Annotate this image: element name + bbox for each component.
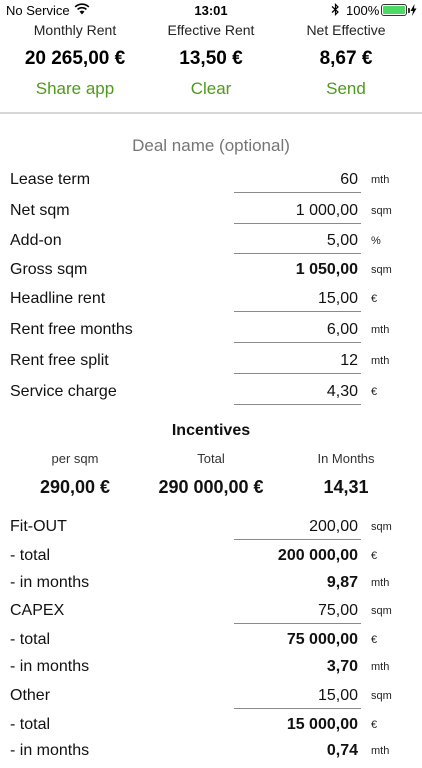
effective-rent-value: 13,50 € bbox=[179, 48, 243, 69]
other-months-row bbox=[0, 738, 422, 768]
capex-total-value: 75 000,00 bbox=[286, 631, 358, 648]
other-months-unit: mth bbox=[371, 745, 390, 757]
capex-label: CAPEX bbox=[10, 602, 65, 619]
fit-out-months-unit: mth bbox=[371, 577, 390, 589]
capex-total-unit: € bbox=[371, 634, 378, 646]
fit-out-total-value: 200 000,00 bbox=[277, 547, 358, 564]
net-effective-summary bbox=[276, 20, 416, 101]
rent-free-split-label: Rent free split bbox=[10, 352, 109, 369]
effective-rent-summary bbox=[141, 20, 281, 101]
capex-months-unit: mth bbox=[371, 661, 390, 673]
service-charge-label: Service charge bbox=[10, 383, 117, 400]
service-charge-row bbox=[0, 379, 422, 409]
carrier-label: No Service bbox=[6, 3, 70, 18]
net-sqm-row bbox=[0, 198, 422, 228]
incentives-per-sqm-label: per sqm bbox=[51, 451, 99, 466]
fit-out-total-unit: € bbox=[371, 550, 378, 562]
summary-panel bbox=[0, 20, 422, 110]
battery-percent: 100% bbox=[346, 3, 380, 18]
rent-free-split-row bbox=[0, 348, 422, 378]
fit-out-total-row bbox=[0, 543, 422, 573]
incentives-in-months bbox=[276, 450, 416, 498]
capex-total-label: - total bbox=[10, 631, 51, 648]
rent-free-split-field[interactable]: 12 bbox=[234, 348, 361, 374]
monthly-rent-label: Monthly Rent bbox=[33, 22, 117, 38]
other-unit: sqm bbox=[371, 690, 392, 702]
effective-rent-label: Effective Rent bbox=[167, 22, 255, 38]
lease-term-label: Lease term bbox=[10, 171, 91, 188]
fit-out-label: Fit-OUT bbox=[10, 518, 67, 535]
capex-field[interactable]: 75,00 bbox=[234, 598, 361, 624]
rent-free-months-field[interactable]: 6,00 bbox=[234, 317, 361, 343]
rent-free-months-unit: mth bbox=[371, 324, 390, 336]
share-app-button[interactable]: Share app bbox=[35, 79, 115, 98]
gross-sqm-label: Gross sqm bbox=[10, 261, 88, 278]
rent-free-months-row bbox=[0, 317, 422, 347]
other-total-unit: € bbox=[371, 719, 378, 731]
gross-sqm-unit: sqm bbox=[371, 264, 392, 276]
net-sqm-field[interactable]: 1 000,00 bbox=[234, 198, 361, 224]
headline-rent-row bbox=[0, 286, 422, 316]
add-on-field[interactable]: 5,00 bbox=[234, 228, 361, 254]
net-effective-value: 8,67 € bbox=[319, 48, 373, 69]
status-bar bbox=[0, 0, 422, 20]
add-on-label: Add-on bbox=[10, 232, 62, 249]
service-charge-field[interactable]: 4,30 bbox=[234, 379, 361, 405]
incentives-per-sqm bbox=[5, 450, 145, 498]
net-sqm-unit: sqm bbox=[371, 205, 392, 217]
gross-sqm-value: 1 050,00 bbox=[295, 261, 358, 278]
other-total-value: 15 000,00 bbox=[286, 716, 358, 733]
incentives-in-months-value: 14,31 bbox=[323, 477, 369, 497]
charging-icon bbox=[410, 4, 417, 16]
capex-months-label: - in months bbox=[10, 658, 90, 675]
headline-rent-label: Headline rent bbox=[10, 290, 106, 307]
send-button[interactable]: Send bbox=[326, 79, 366, 98]
headline-rent-field[interactable]: 15,00 bbox=[234, 286, 361, 312]
headline-rent-unit: € bbox=[371, 293, 378, 305]
incentives-per-sqm-value: 290,00 € bbox=[39, 477, 111, 497]
net-effective-label: Net Effective bbox=[306, 22, 386, 38]
fit-out-unit: sqm bbox=[371, 521, 392, 533]
incentives-total bbox=[141, 450, 281, 498]
fit-out-row bbox=[0, 514, 422, 544]
incentives-title: Incentives bbox=[171, 422, 251, 439]
deal-name-input[interactable] bbox=[0, 136, 422, 156]
other-field[interactable]: 15,00 bbox=[234, 683, 361, 709]
lease-term-row bbox=[0, 167, 422, 197]
bluetooth-icon bbox=[331, 3, 340, 16]
other-months-label: - in months bbox=[10, 742, 90, 759]
incentives-in-months-label: In Months bbox=[317, 451, 375, 466]
incentives-total-label: Total bbox=[197, 451, 225, 466]
clock: 13:01 bbox=[194, 3, 228, 18]
add-on-unit: % bbox=[371, 235, 381, 247]
fit-out-months-value: 9,87 bbox=[326, 574, 358, 591]
monthly-rent-value: 20 265,00 € bbox=[24, 48, 126, 69]
rent-free-split-unit: mth bbox=[371, 355, 390, 367]
other-row bbox=[0, 683, 422, 713]
net-sqm-label: Net sqm bbox=[10, 202, 70, 219]
add-on-row bbox=[0, 228, 422, 258]
battery-icon bbox=[381, 4, 407, 16]
other-months-value: 0,74 bbox=[326, 742, 358, 759]
fit-out-months-label: - in months bbox=[10, 574, 90, 591]
fit-out-months-row bbox=[0, 570, 422, 600]
other-label: Other bbox=[10, 687, 51, 704]
fit-out-total-label: - total bbox=[10, 547, 51, 564]
capex-months-row bbox=[0, 654, 422, 684]
incentives-total-value: 290 000,00 € bbox=[158, 477, 264, 497]
capex-row bbox=[0, 598, 422, 628]
service-charge-unit: € bbox=[371, 386, 378, 398]
other-total-label: - total bbox=[10, 716, 51, 733]
gross-sqm-row bbox=[0, 257, 422, 287]
monthly-rent-summary bbox=[5, 20, 145, 101]
clear-button[interactable]: Clear bbox=[190, 79, 232, 98]
lease-term-unit: mth bbox=[371, 174, 390, 186]
header-divider bbox=[0, 112, 422, 114]
fit-out-field[interactable]: 200,00 bbox=[234, 514, 361, 540]
capex-months-value: 3,70 bbox=[326, 658, 358, 675]
capex-unit: sqm bbox=[371, 605, 392, 617]
capex-total-row bbox=[0, 627, 422, 657]
lease-term-field[interactable]: 60 bbox=[234, 167, 361, 193]
rent-free-months-label: Rent free months bbox=[10, 321, 133, 338]
